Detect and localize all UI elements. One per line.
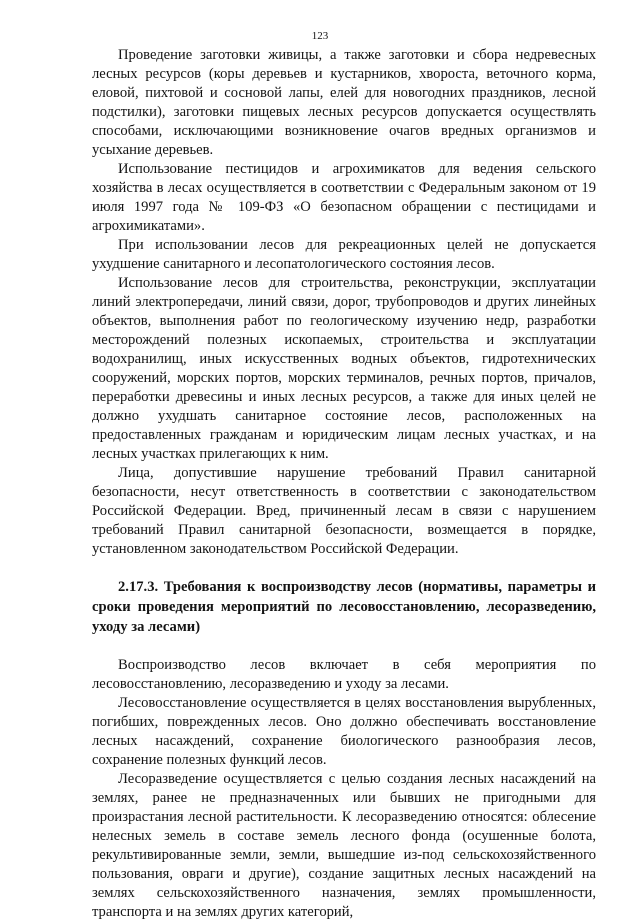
- paragraph-reproduction: Воспроизводство лесов включает в себя мероприятия по лесовосстановлению, лесоразведению и уходу за лесами.: [92, 657, 596, 692]
- paragraph-afforestation: Лесоразведение осуществляется с целью создания лесных насаждений на землях, ранее не предназначенных или бывших не пригодными для произрастания лесной растительности. К лесоразведению относятся: облесение нелесных земель в составе земель лесного фонда (осушенные болота, рекультивированные земли, земли, вышедшие из-под сельскохозяйственного пользования, овраги и другие), создание защитных лесных насаждений на землях сельскохозяйственного назначения, землях промышленности, транспорта и на землях других категорий,: [92, 771, 596, 920]
- paragraph-pesticides: Использование пестицидов и агрохимикатов для ведения сельского хозяйства в лесах осуществляется в соответствии с Федеральным законом от 19 июля 1997 года № 109-ФЗ «О безопасном обращении с пестицидами и агрохимикатами».: [92, 161, 596, 234]
- section-heading: 2.17.3. Требования к воспроизводству лесов (нормативы, параметры и сроки проведения мероприятий по лесовосстановлению, лесоразведению, уходу за лесами): [92, 579, 596, 635]
- paragraph-recreation: При использовании лесов для рекреационных целей не допускается ухудшение санитарного и лесопатологического состояния лесов.: [92, 237, 596, 272]
- paragraph-harvesting-resin: Проведение заготовки живицы, а также заготовки и сбора недревесных лесных ресурсов (коры деревьев и кустарников, хвороста, веточного корма, еловой, пихтовой и сосновой лапы, елей для новогодних праздников, лесной подстилки), заготовки пищевых лесных ресурсов допускается осуществлять способами, исключающими возникновение очагов вредных организмов и усыхание деревьев.: [92, 47, 596, 158]
- paragraph-construction-use: Использование лесов для строительства, реконструкции, эксплуатации линий электропередачи, линий связи, дорог, трубопроводов и других линейных объектов, выполнения работ по геологическому изучению недр, разработки месторождений полезных ископаемых, строительства и эксплуатации водохранилищ, иных искусственных водных объектов, гидротехнических сооружений, морских портов, морских терминалов, речных портов, причалов, переработки древесины и иных лесных ресурсов, а также для иных целей не должно ухудшать санитарное состояние лесов, расположенных на предоставленных гражданам и юридическим лицам лесных участках, и на лесных участках прилегающих к ним.: [92, 275, 596, 462]
- paragraph-reforestation: Лесовосстановление осуществляется в целях восстановления вырубленных, погибших, поврежденных лесов. Оно должно обеспечивать восстановление лесных насаждений, сохранение биологического разнообразия лесов, сохранение полезных функций лесов.: [92, 695, 596, 768]
- paragraph-liability: Лица, допустившие нарушение требований Правил санитарной безопасности, несут ответственность в соответствии с законодательством Российской Федерации. Вред, причиненный лесам в связи с нарушением требований Правил санитарной безопасности, возмещается в порядке, установленном законодательством Российской Федерации.: [92, 465, 596, 557]
- page-number: 123: [311, 30, 329, 42]
- document-body: [92, 46, 596, 922]
